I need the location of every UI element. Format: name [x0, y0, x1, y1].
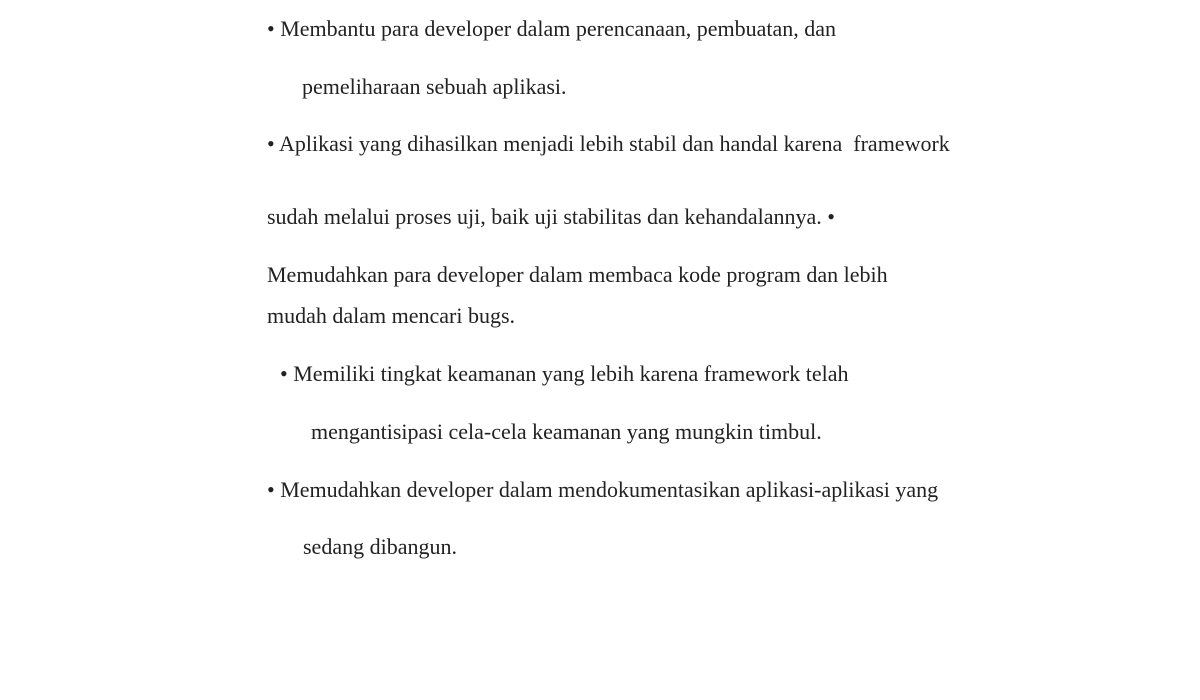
bullet-line-2: pemeliharaan sebuah aplikasi.	[302, 74, 567, 99]
bullet-line-8: mengantisipasi cela-cela keamanan yang mungkin timbul.	[311, 419, 822, 444]
bullet-line-1: • Membantu para developer dalam perencanaan, pembuatan, dan	[267, 16, 837, 41]
bullet-line-3: • Aplikasi yang dihasilkan menjadi lebih stabil dan handal karena framework	[267, 131, 950, 156]
bullet-line-10: sedang dibangun.	[303, 534, 457, 559]
bullet-line-4: sudah melalui proses uji, baik uji stabilitas dan kehandalannya. •	[267, 204, 835, 229]
bullet-line-5: Memudahkan para developer dalam membaca kode program dan lebih	[267, 262, 888, 287]
bullet-line-7: • Memiliki tingkat keamanan yang lebih karena framework telah	[280, 361, 849, 386]
bullet-line-9: • Memudahkan developer dalam mendokumentasikan aplikasi-aplikasi yang	[267, 477, 939, 502]
bullet-line-6: mudah dalam mencari bugs.	[267, 303, 516, 328]
